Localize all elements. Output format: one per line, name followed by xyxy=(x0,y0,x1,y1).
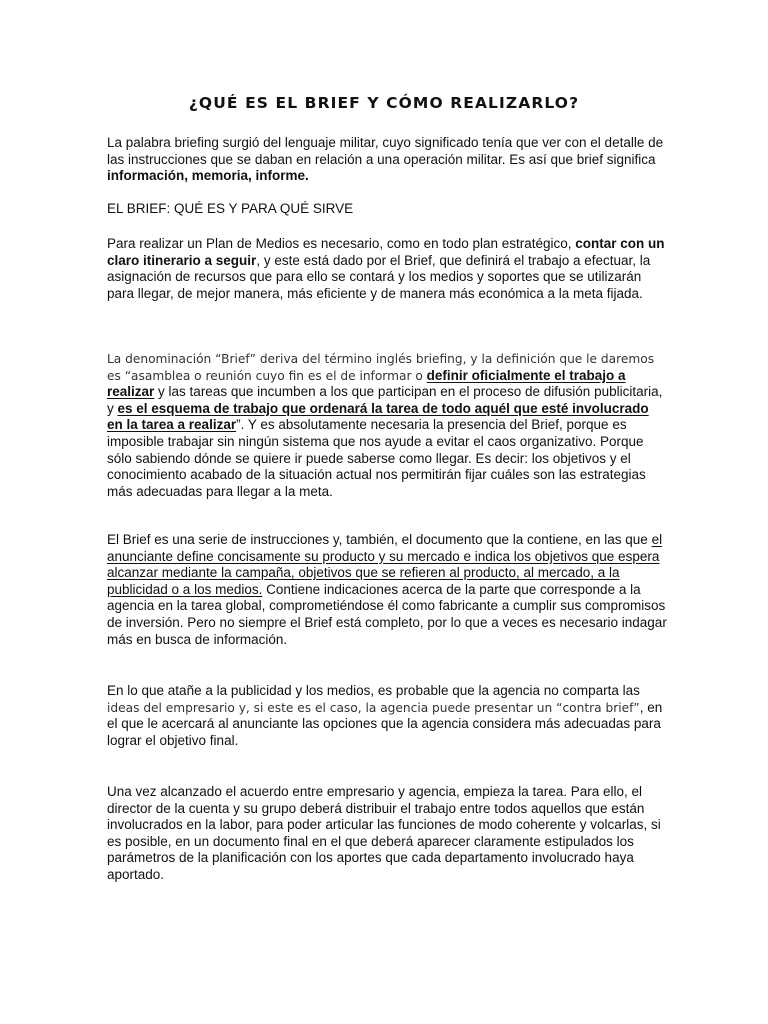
page-title: ¿QUÉ ES EL BRIEF Y CÓMO REALIZARLO? xyxy=(188,94,580,112)
denominacion-text-b: y las tareas que incumben a los que participan en el proceso de difusión publicitaria, y xyxy=(107,384,663,416)
paragraph-serie-instrucciones xyxy=(107,532,667,648)
serie-text-b: Contiene indicaciones acerca de la parte que corresponde a la agencia en la tarea global, comprometiéndose él como fabricante a cumplir sus compromisos de inversión. Pero no siempre el Brief está completo, por lo que a veces es necesario indagar más en busca de información. xyxy=(107,581,667,647)
publicidad-text-b: , en el que le acercará al anunciante las opciones que la agencia considera más adecuadas para lograr el objetivo final. xyxy=(107,699,663,748)
paragraph-publicidad-medios xyxy=(107,683,667,749)
intro-bold: información, memoria, informe. xyxy=(107,168,309,184)
serie-text-a: El Brief es una serie de instrucciones y, también, el documento que la contiene, en las que xyxy=(107,532,652,547)
paragraph-intro xyxy=(107,135,667,185)
denominacion-bold-underline-1: definir oficialmente el trabajo a realizar xyxy=(107,367,626,400)
denominacion-bold-underline-2: es el esquema de trabajo que ordenará la tarea de todo aquél que esté involucrado en la tarea a realizar xyxy=(107,400,649,433)
paragraph-denominacion xyxy=(107,351,667,500)
paragraph-acuerdo: Una vez alcanzado el acuerdo entre empresario y agencia, empieza la tarea. Para ello, el director de la cuenta y su grupo deberá distribuir el trabajo entre todos aquellos que están involucrados en la labor, para poder articular las funciones de modo coherente y volcarlas, si es posible, en un documento final en el que deberá aparecer claramente estipulados los parámetros de la planificación con los aportes que cada departamento involucrado haya aportado. xyxy=(107,784,661,882)
plan-bold: contar con un claro itinerario a seguir xyxy=(107,236,665,268)
denominacion-text-c: ”. Y es absolutamente necesaria la presencia del Brief, porque es imposible trabajar sin ningún sistema que nos ayude a evitar el caos organizativo. Porque sólo sabiendo dónde se quiere ir puede saberse como llegar. Es decir: los objetivos y el conocimiento acabado de la situación actual nos permitirán fijar cuáles son las estrategias más adecuadas para llegar a la meta. xyxy=(107,417,646,499)
publicidad-text-light: ideas del empresario y, si este es el caso, la agencia puede presentar un “contra brief” xyxy=(107,700,640,715)
publicidad-text-a: En lo que atañe a la publicidad y los medios, es probable que la agencia no comparta las xyxy=(107,683,640,698)
paragraph-plan-medios xyxy=(107,236,667,302)
section-heading: EL BRIEF: QUÉ ES Y PARA QUÉ SIRVE xyxy=(107,201,354,216)
intro-text: La palabra briefing surgió del lenguaje militar, cuyo significado tenía que ver con el detalle de las instrucciones que se daban en relación a una operación militar. Es así que brief significa xyxy=(107,135,664,167)
plan-text-b: , y este está dado por el Brief, que definirá el trabajo a efectuar, la asignación de recursos que para ello se contará y los medios y soportes que se utilizarán para llegar, de mejor manera, más eficiente y de manera más económica a la meta fijada. xyxy=(107,252,651,301)
plan-text-a: Para realizar un Plan de Medios es necesario, como en todo plan estratégico, xyxy=(107,236,576,251)
denominacion-text-a: La denominación “Brief” deriva del término inglés briefing, y la definición que le daremos es “asamblea o reunión cuyo fin es el de informar o xyxy=(107,352,655,383)
serie-underline: el anunciante define concisamente su producto y su mercado e indica los objetivos que espera alcanzar mediante la campaña, objetivos que se refieren al producto, al mercado, a la publicidad o a los medios. xyxy=(107,532,663,597)
